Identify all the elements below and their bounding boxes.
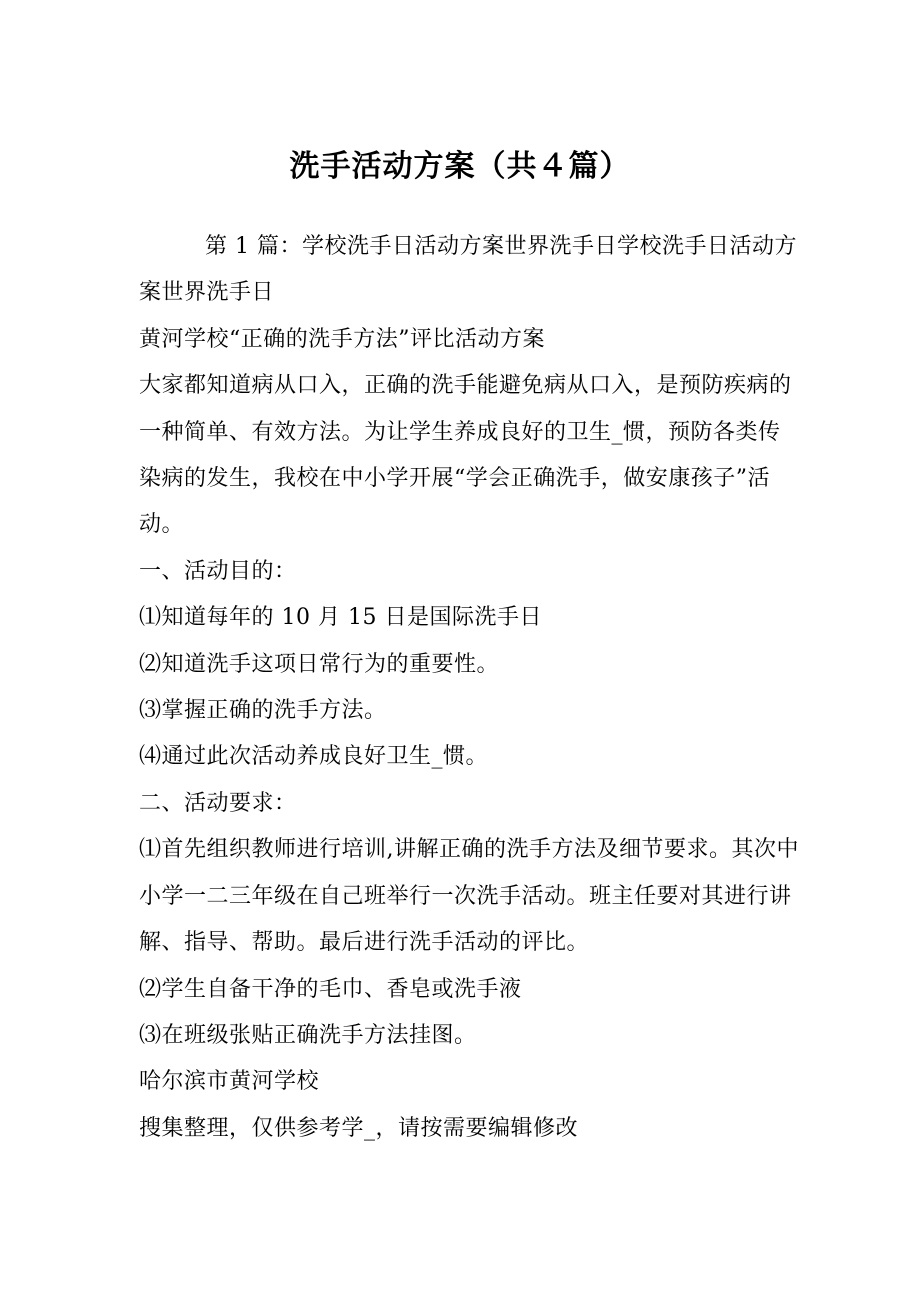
document-title: 洗手活动方案（共４篇）: [289, 149, 631, 184]
list-item-requirement-3: ⑶在班级张贴正确洗手方法挂图。: [139, 1022, 477, 1048]
list-item-goal-1: ⑴知道每年的 10 月 15 日是国际洗手日: [139, 605, 542, 631]
document-body: [139, 224, 799, 1152]
paragraph-plan-title: 黄河学校“正确的洗手方法”评比活动方案: [139, 326, 545, 352]
footer-note: 搜集整理，仅供参考学_，请按需要编辑修改: [139, 1115, 579, 1141]
section-heading-requirements: 二、活动要求：: [139, 790, 297, 816]
list-item-goal-2: ⑵知道洗手这项日常行为的重要性。: [139, 651, 500, 677]
list-item-requirement-1: ⑴首先组织教师进行培训,讲解正确的洗手方法及细节要求。其次中小学一二三年级在自己班举行一次洗手活动。班主任要对其进行讲解、指导、帮助。最后进行洗手活动的评比。: [139, 837, 799, 956]
section-heading-goals: 一、活动目的：: [139, 558, 297, 584]
paragraph-chapter-heading: 第 1 篇：学校洗手日活动方案世界洗手日学校洗手日活动方案世界洗手日: [139, 234, 797, 306]
list-item-goal-3: ⑶掌握正确的洗手方法。: [139, 698, 387, 724]
list-item-goal-4: ⑷通过此次活动养成良好卫生_惯。: [139, 744, 489, 770]
signature-school: 哈尔滨市黄河学校: [139, 1069, 320, 1095]
paragraph-intro: 大家都知道病从口入，正确的洗手能避免病从口入，是预防疾病的一种简单、有效方法。为让学生养成良好的卫生_惯，预防各类传染病的发生，我校在中小学开展“学会正确洗手，做安康孩子”活动。: [139, 373, 792, 538]
list-item-requirement-2: ⑵学生自备干净的毛巾、香皂或洗手液: [139, 976, 522, 1002]
